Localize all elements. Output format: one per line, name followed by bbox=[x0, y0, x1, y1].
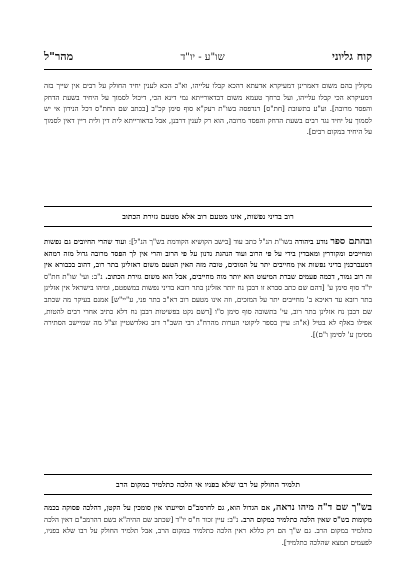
section-divider-bottom bbox=[44, 226, 372, 227]
lead-source: נודע ביהודה bbox=[294, 237, 328, 246]
page-header bbox=[44, 50, 372, 68]
lead-word: ובהתם ספר bbox=[330, 236, 373, 247]
commentary-text-2: נ"ב: עיין זכור ח"ס יו"ד [שכתב שם ההיה"א בשם דהרמב"ם דאין הלכה כתלמיד במקום הרב. גם ש"ך הם רק כללא ראין הלכה כתלמיד במקום הרב, אבל תלמיד החולק על רבו שלא בפניו, לפעמים תמצא שהלכה כתלמיד]. bbox=[44, 514, 372, 547]
lead-word-2: בש"ך שם ד"ה מיהו נראה, bbox=[272, 502, 372, 513]
header-section-ref: שו"ע - יו"ד bbox=[180, 52, 225, 63]
section-divider-top bbox=[44, 206, 372, 207]
header-author: מהר"ל bbox=[44, 50, 74, 63]
section-1-body bbox=[44, 236, 372, 340]
section-title-2: תלמיד החולק על רבו שלא בפניו אי הלכה כתלמיד במקום הרב bbox=[116, 480, 300, 489]
lead-rest: בשו"ת הנ"ל כתב עוד [בישב הקושיא הקודמת בש"ך הנ"ל]: bbox=[128, 237, 293, 246]
commentary-text: נ"ב: ועי' שו"ת חת"ס יו"ד סוף סימן ע' [דהם שם כתב סברא זו דבכן נח יותר אזלינן בתר רובא בדיני נפשות במשפטם, ומיהו בישראל אין אזלינן בתר רובא עד דאיכא ב' מחייבים יתר על המזכים, וזה אינו מטעם רוב דא"כ בתר פני, ע"יי"ש] אמנם בעיקר מה שכתב שם דבבן נח אזלינן בתר רוב, עי' בתשובה סוף סימן ס"ו [דשם נקט בפשיטות דבבן נח דלא כתיב אחרי רבים להטות, אפילו באלף לא בטיל (א"ה: עיין בספר ליקוטי הערות מהרח"ג רבי השב"ר דוב גאלדשטיין זצ"ל מה שמיישב הסתירה מסימן ע' לסימן ו"ם)]. bbox=[44, 271, 372, 339]
intro-paragraph: מקולין בהם משום דאמרינן דמעיקרא אדעתא דהכא קבלו עלייהו, וא"כ הכא לענין יחיד החולק על רבים אין שייך בזה דמעיקרא הכי קבלו עלייהו, ועל כרחך טעמא משום דבדאורייתא נמי דינא הכי, דיכול לסמוך על היחיד בשעת הדחק והפסד מרובה]. וע"ע בתשובת [חת"ס] דנדפסה בשו"ת רעק"א סוף סימן קכ"ב [בכתב שם החת"ס דכל הנידון אי יש לסמוך על יחיד נגד רבים בשעת הדחק והפסד מרובה, הוא רק לענין דרבנן, אבל בדאורייתא לית דין ולית דיין דאין לסמוך על היחיד במקום רבים]. bbox=[44, 81, 372, 137]
section-title-1: רוב בדיני נפשות, אינו מטעם רוב אלא מטעם גזירת הכתוב bbox=[122, 212, 294, 221]
section-divider-top-2 bbox=[44, 474, 372, 475]
quoted-text: ועוד שהרי החיובים גם נפשות ומחייבים ומקודרין ומאבדין בידי על פי הרוב ועוד הנהגת נדנון על פי הרוב והרי אין לך הפסד מרובה גדול מזה דמהא דמעברכנין בדיני נפשות אין מחייבים יתר על המוכים, טובה מזה האין הטעם משום דאזלינן בתר רוב, דהוב בכבורא אין זה רוב גמור, דכמה פעמים שברת המיעוט הוא יותר מוה מחייבים, אבל הוא משום גזירת הכתוב. bbox=[44, 237, 372, 281]
section-2-body bbox=[44, 502, 372, 548]
quoted-text-2: אם הגדול הוא, גם לחרמב"ם וסייעתו אין סומכין על הקטן, דהלכה פסוקה בכמה מקומות בש"ס שאין הלכה כתלמיד במקום הרב. bbox=[44, 503, 372, 524]
section-divider-bottom-2 bbox=[44, 494, 372, 495]
header-rule bbox=[44, 69, 372, 70]
header-book-title: קוח גליוני bbox=[332, 50, 372, 63]
